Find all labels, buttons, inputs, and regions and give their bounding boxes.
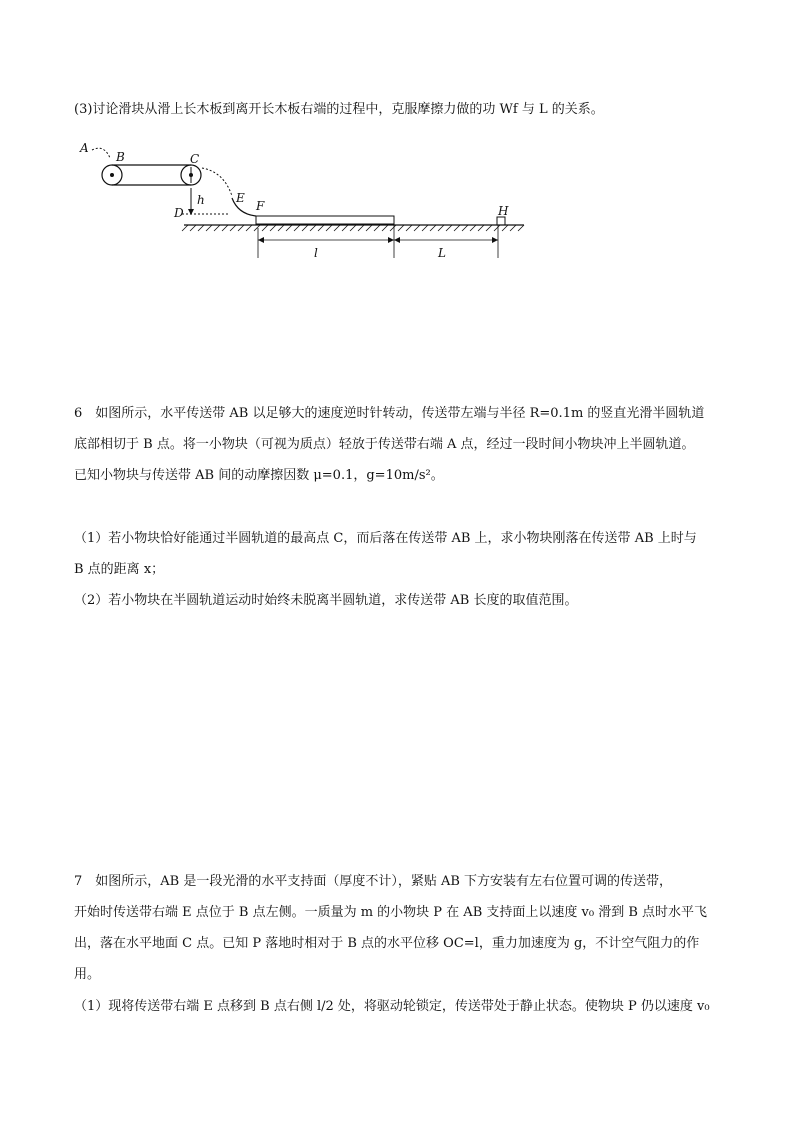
trajectory: [202, 168, 232, 196]
q6-part2: （2）若小物块在半圆轨道运动时始终未脱离半圆轨道，求传送带 AB 长度的取值范围。: [74, 593, 578, 608]
q7-line1: 7 如图所示，AB 是一段光滑的水平支持面（厚度不计），紧贴 AB 下方安装有左右位置可调的传送带，: [74, 874, 673, 889]
label-c: C: [190, 152, 200, 166]
q6-part1-line2: B 点的距离 x；: [74, 562, 165, 577]
label-a: A: [80, 141, 89, 155]
long-board: [256, 216, 394, 224]
q6-line2: 底部相切于 B 点。将一小物块（可视为质点）轻放于传送带右端 A 点，经过一段时间小物块冲上半圆轨道。: [74, 437, 695, 452]
label-l-small: l: [314, 246, 318, 260]
label-b: B: [116, 150, 125, 164]
conveyor-board-diagram: [74, 136, 534, 266]
label-h-height: h: [197, 193, 205, 207]
block-h: [497, 217, 505, 225]
label-e: E: [236, 191, 245, 205]
q6-line1: 6 如图所示，水平传送带 AB 以足够大的速度逆时针转动，传送带左端与半径 R=0.1m 的竖直光滑半圆轨道: [74, 406, 705, 421]
q5-part3-text: (3)讨论滑块从滑上长木板到离开长木板右端的过程中，克服摩擦力做的功 Wf 与 L 的关系。: [74, 102, 604, 117]
q7-part1: （1）现将传送带右端 E 点移到 B 点右侧 l/2 处，将驱动轮锁定，传送带处于静止状态。使物块 P 仍以速度 v₀: [74, 999, 710, 1014]
q7-line2: 开始时传送带右端 E 点位于 B 点左侧。一质量为 m 的小物块 P 在 AB 支持面上以速度 v₀ 滑到 B 点时水平飞: [74, 905, 708, 920]
q6-line3: 已知小物块与传送带 AB 间的动摩擦因数 μ=0.1，g=10m/s²。: [74, 468, 444, 483]
q7-line3: 出，落在水平地面 C 点。已知 P 落地时相对于 B 点的水平位移 OC=l，重力加速度为 g，不计空气阻力的作: [74, 936, 700, 951]
label-f: F: [256, 199, 265, 213]
label-l-large: L: [438, 246, 446, 260]
arc-a-to-b: [92, 148, 110, 158]
label-h-block: H: [498, 204, 509, 218]
label-d: D: [174, 206, 184, 220]
q6-part1-line1: （1）若小物块恰好能通过半圆轨道的最高点 C，而后落在传送带 AB 上，求小物块刚落在传送带 AB 上时与: [74, 531, 697, 546]
q7-line4: 用。: [74, 967, 101, 982]
